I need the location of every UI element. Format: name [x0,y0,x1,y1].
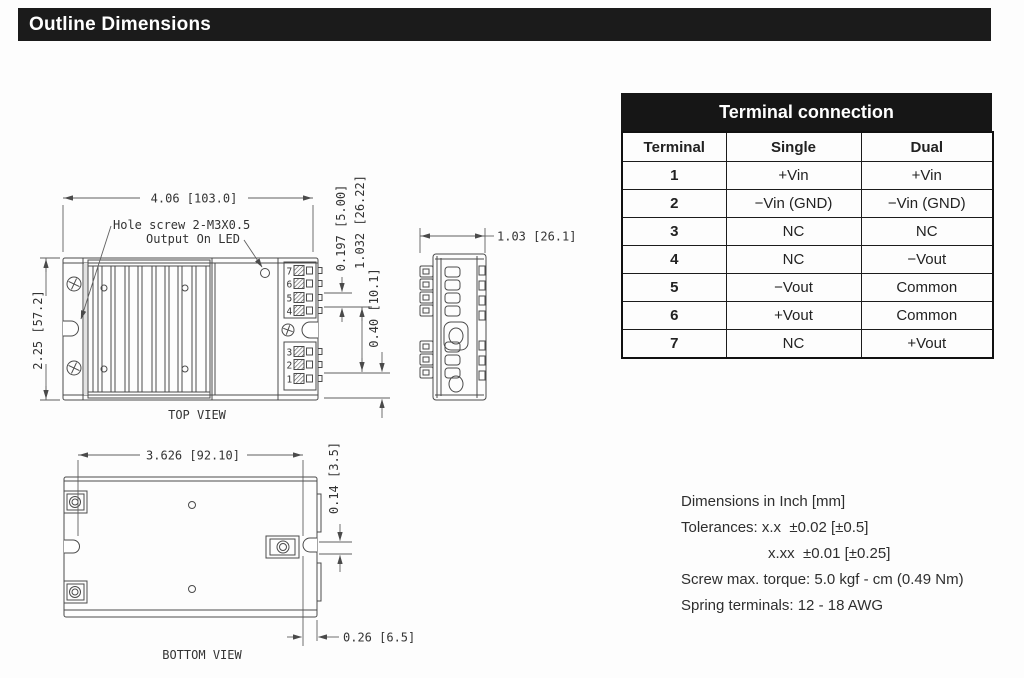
top-view-label: TOP VIEW [168,408,226,422]
dim-bottom-edge: 0.26 [6.5] [343,630,416,645]
page-title: Outline Dimensions [29,14,212,35]
terminal-cell: 4 [622,246,726,274]
column-header-dual: Dual [861,132,993,162]
single-cell: −Vin (GND) [726,190,861,218]
terminal-connection-table [621,93,992,359]
column-header-single: Single [726,132,861,162]
dim-pin-pitch: 0.197 [5.00] [334,184,348,272]
terminal-cell: 2 [622,190,726,218]
output-led-icon [261,269,270,278]
single-cell: NC [726,246,861,274]
top-view-drawing [63,258,322,422]
dual-cell: −Vout [861,246,993,274]
terminal-number: 4 [286,306,293,318]
terminal-block-upper [284,262,322,318]
bottom-view-label: BOTTOM VIEW [162,648,242,662]
bottom-view-drawing [64,477,321,662]
heatsink [88,260,210,398]
note-tolerance-1: Tolerances: x.x ±0.02 [±0.5] [681,519,869,536]
terminal-cell: 1 [622,162,726,190]
note-spring-terminals: Spring terminals: 12 - 18 AWG [681,597,884,614]
table-header-row [622,132,993,162]
dimension-notes [681,489,964,619]
dim-side-depth: 1.03 [26.1] [497,229,577,244]
bottom-view-dimensions [78,442,415,646]
terminal-cell: 6 [622,302,726,330]
terminal-block-lower [284,342,322,390]
dual-cell: Common [861,274,993,302]
dim-top-height: 2.25 [57.2] [31,290,45,370]
table-row [622,246,993,274]
dim-top-width: 4.06 [103.0] [150,191,238,206]
note-screw-torque: Screw max. torque: 5.0 kgf - cm (0.49 Nm) [681,571,964,588]
dual-cell: Common [861,302,993,330]
terminal-number: 7 [286,266,293,278]
dim-bottom-notch: 0.14 [3.5] [327,441,341,515]
dual-cell: +Vin [861,162,993,190]
dim-pin-offset: 0.40 [10.1] [367,268,381,348]
single-cell: NC [726,330,861,359]
table-title: Terminal connection [621,93,992,131]
table-row [622,330,993,359]
terminal-number: 3 [286,347,293,359]
table-row [622,162,993,190]
callout-hole-screw: Hole screw 2-M3X0.5 [113,218,251,232]
table-row [622,190,993,218]
terminal-cell: 5 [622,274,726,302]
table-row [622,218,993,246]
terminal-number: 6 [286,279,293,291]
table-row [622,302,993,330]
note-tolerance-2: x.xx ±0.01 [±0.25] [768,545,891,562]
dual-cell: NC [861,218,993,246]
single-cell: +Vout [726,302,861,330]
terminal-number: 5 [286,293,293,305]
single-cell: NC [726,218,861,246]
column-header-terminal: Terminal [622,132,726,162]
terminal-cell: 3 [622,218,726,246]
dual-cell: +Vout [861,330,993,359]
single-cell: −Vout [726,274,861,302]
table-row [622,274,993,302]
single-cell: +Vin [726,162,861,190]
dual-cell: −Vin (GND) [861,190,993,218]
terminal-number: 2 [286,360,293,372]
terminal-cell: 7 [622,330,726,359]
note-units: Dimensions in Inch [mm] [681,493,846,510]
dim-pin-span: 1.032 [26.22] [353,175,367,269]
side-view-drawing [420,228,576,400]
terminal-number: 1 [286,374,293,386]
callout-output-led: Output On LED [146,232,240,246]
dim-bottom-width: 3.626 [92.10] [146,448,240,463]
